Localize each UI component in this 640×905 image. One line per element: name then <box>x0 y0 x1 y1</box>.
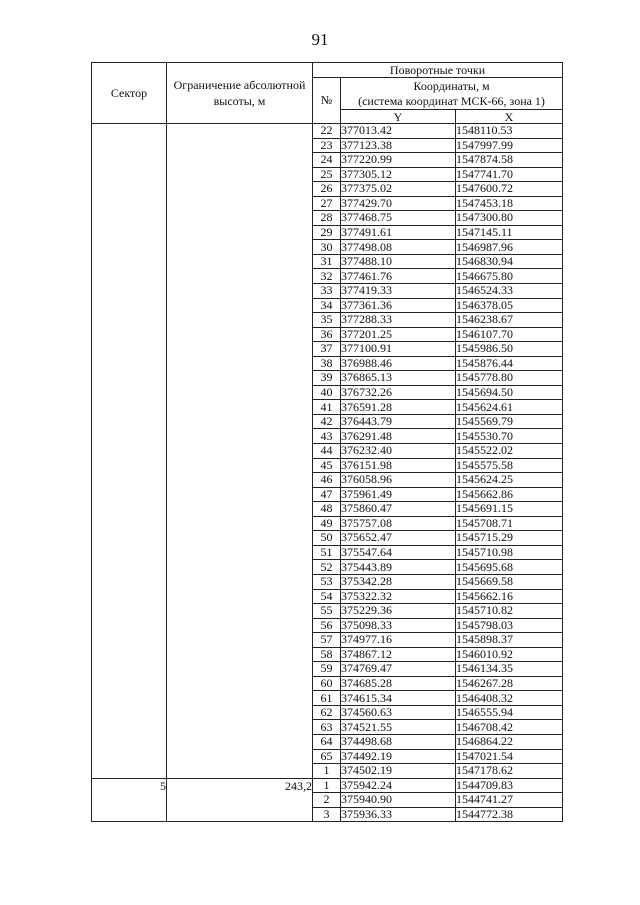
point-number-cell: 57 <box>313 633 341 648</box>
x-coordinate-cell: 1546107.70 <box>456 327 563 342</box>
y-coordinate-cell: 377201.25 <box>341 327 456 342</box>
y-coordinate-cell: 377013.42 <box>341 124 456 139</box>
x-coordinate-cell: 1545569.79 <box>456 414 563 429</box>
y-coordinate-cell: 376443.79 <box>341 414 456 429</box>
x-coordinate-cell: 1547741.70 <box>456 167 563 182</box>
point-number-cell: 42 <box>313 414 341 429</box>
x-coordinate-cell: 1545691.15 <box>456 502 563 517</box>
sector-cell <box>92 124 167 779</box>
y-coordinate-cell: 377100.91 <box>341 342 456 357</box>
altitude-limit-cell <box>167 124 313 779</box>
coordinates-table <box>91 62 563 822</box>
point-number-cell: 63 <box>313 720 341 735</box>
x-coordinate-cell: 1546675.80 <box>456 269 563 284</box>
x-coordinate-cell: 1547453.18 <box>456 196 563 211</box>
x-coordinate-cell: 1546864.22 <box>456 734 563 749</box>
point-number-cell: 24 <box>313 153 341 168</box>
y-coordinate-cell: 375098.33 <box>341 618 456 633</box>
x-coordinate-cell: 1544709.83 <box>456 778 563 793</box>
y-coordinate-cell: 376732.26 <box>341 385 456 400</box>
y-coordinate-cell: 376058.96 <box>341 473 456 488</box>
header-x: X <box>456 110 563 124</box>
x-coordinate-cell: 1545778.80 <box>456 371 563 386</box>
x-coordinate-cell: 1547178.62 <box>456 764 563 779</box>
point-number-cell: 40 <box>313 385 341 400</box>
point-number-cell: 35 <box>313 313 341 328</box>
x-coordinate-cell: 1548110.53 <box>456 124 563 139</box>
point-number-cell: 26 <box>313 182 341 197</box>
point-number-cell: 54 <box>313 589 341 604</box>
y-coordinate-cell: 374502.19 <box>341 764 456 779</box>
altitude-limit-cell: 243,2 <box>167 778 313 822</box>
x-coordinate-cell: 1547600.72 <box>456 182 563 197</box>
y-coordinate-cell: 377305.12 <box>341 167 456 182</box>
x-coordinate-cell: 1545708.71 <box>456 516 563 531</box>
point-number-cell: 55 <box>313 604 341 619</box>
y-coordinate-cell: 376232.40 <box>341 444 456 459</box>
y-coordinate-cell: 376151.98 <box>341 458 456 473</box>
y-coordinate-cell: 374977.16 <box>341 633 456 648</box>
header-coordinates-label: Координаты, м <box>413 78 490 93</box>
point-number-cell: 44 <box>313 444 341 459</box>
y-coordinate-cell: 376291.48 <box>341 429 456 444</box>
point-number-cell: 46 <box>313 473 341 488</box>
x-coordinate-cell: 1545624.61 <box>456 400 563 415</box>
point-number-cell: 22 <box>313 124 341 139</box>
header-y: Y <box>341 110 456 124</box>
x-coordinate-cell: 1545715.29 <box>456 531 563 546</box>
x-coordinate-cell: 1545624.25 <box>456 473 563 488</box>
y-coordinate-cell: 375860.47 <box>341 502 456 517</box>
point-number-cell: 28 <box>313 211 341 226</box>
y-coordinate-cell: 374521.55 <box>341 720 456 735</box>
x-coordinate-cell: 1546408.32 <box>456 691 563 706</box>
x-coordinate-cell: 1545695.68 <box>456 560 563 575</box>
point-number-cell: 45 <box>313 458 341 473</box>
x-coordinate-cell: 1545710.82 <box>456 604 563 619</box>
header-number: № <box>313 78 341 124</box>
x-coordinate-cell: 1546524.33 <box>456 284 563 299</box>
x-coordinate-cell: 1545662.86 <box>456 487 563 502</box>
sector-cell: 5 <box>92 778 167 822</box>
point-number-cell: 43 <box>313 429 341 444</box>
point-number-cell: 1 <box>313 778 341 793</box>
x-coordinate-cell: 1547145.11 <box>456 225 563 240</box>
x-coordinate-cell: 1546267.28 <box>456 676 563 691</box>
x-coordinate-cell: 1545986.50 <box>456 342 563 357</box>
point-number-cell: 47 <box>313 487 341 502</box>
point-number-cell: 61 <box>313 691 341 706</box>
x-coordinate-cell: 1546134.35 <box>456 662 563 677</box>
y-coordinate-cell: 374560.63 <box>341 705 456 720</box>
x-coordinate-cell: 1545522.02 <box>456 444 563 459</box>
y-coordinate-cell: 374769.47 <box>341 662 456 677</box>
x-coordinate-cell: 1544741.27 <box>456 793 563 808</box>
point-number-cell: 3 <box>313 807 341 822</box>
point-number-cell: 29 <box>313 225 341 240</box>
y-coordinate-cell: 376865.13 <box>341 371 456 386</box>
y-coordinate-cell: 377498.08 <box>341 240 456 255</box>
y-coordinate-cell: 377419.33 <box>341 284 456 299</box>
y-coordinate-cell: 375757.08 <box>341 516 456 531</box>
y-coordinate-cell: 375652.47 <box>341 531 456 546</box>
x-coordinate-cell: 1546987.96 <box>456 240 563 255</box>
y-coordinate-cell: 376591.28 <box>341 400 456 415</box>
point-number-cell: 52 <box>313 560 341 575</box>
point-number-cell: 2 <box>313 793 341 808</box>
point-number-cell: 25 <box>313 167 341 182</box>
header-turning-points: Поворотные точки <box>313 63 563 78</box>
point-number-cell: 49 <box>313 516 341 531</box>
x-coordinate-cell: 1545575.58 <box>456 458 563 473</box>
point-number-cell: 39 <box>313 371 341 386</box>
y-coordinate-cell: 375940.90 <box>341 793 456 808</box>
y-coordinate-cell: 377461.76 <box>341 269 456 284</box>
point-number-cell: 51 <box>313 545 341 560</box>
y-coordinate-cell: 377429.70 <box>341 196 456 211</box>
x-coordinate-cell: 1544772.38 <box>456 807 563 822</box>
x-coordinate-cell: 1547300.80 <box>456 211 563 226</box>
y-coordinate-cell: 377488.10 <box>341 254 456 269</box>
y-coordinate-cell: 374498.68 <box>341 734 456 749</box>
x-coordinate-cell: 1547874.58 <box>456 153 563 168</box>
y-coordinate-cell: 374685.28 <box>341 676 456 691</box>
y-coordinate-cell: 377220.99 <box>341 153 456 168</box>
y-coordinate-cell: 377361.36 <box>341 298 456 313</box>
table-body <box>92 124 563 822</box>
x-coordinate-cell: 1545798.03 <box>456 618 563 633</box>
header-sector: Сектор <box>92 63 167 124</box>
header-coordinate-system: (система координат МСК-66, зона 1) <box>358 93 545 108</box>
point-number-cell: 41 <box>313 400 341 415</box>
point-number-cell: 31 <box>313 254 341 269</box>
page-number: 91 <box>311 30 329 49</box>
y-coordinate-cell: 375229.36 <box>341 604 456 619</box>
y-coordinate-cell: 375443.89 <box>341 560 456 575</box>
header-altitude-limit: Ограничение абсолютной высоты, м <box>167 63 313 124</box>
y-coordinate-cell: 377288.33 <box>341 313 456 328</box>
point-number-cell: 58 <box>313 647 341 662</box>
header-coordinates <box>341 78 563 110</box>
point-number-cell: 60 <box>313 676 341 691</box>
x-coordinate-cell: 1546378.05 <box>456 298 563 313</box>
x-coordinate-cell: 1545530.70 <box>456 429 563 444</box>
y-coordinate-cell: 376988.46 <box>341 356 456 371</box>
point-number-cell: 34 <box>313 298 341 313</box>
x-coordinate-cell: 1546010.92 <box>456 647 563 662</box>
point-number-cell: 30 <box>313 240 341 255</box>
table-row <box>92 124 563 139</box>
y-coordinate-cell: 374492.19 <box>341 749 456 764</box>
point-number-cell: 32 <box>313 269 341 284</box>
y-coordinate-cell: 375936.33 <box>341 807 456 822</box>
x-coordinate-cell: 1546555.94 <box>456 705 563 720</box>
x-coordinate-cell: 1546830.94 <box>456 254 563 269</box>
point-number-cell: 64 <box>313 734 341 749</box>
point-number-cell: 23 <box>313 138 341 153</box>
x-coordinate-cell: 1545694.50 <box>456 385 563 400</box>
x-coordinate-cell: 1545876.44 <box>456 356 563 371</box>
point-number-cell: 56 <box>313 618 341 633</box>
table-row <box>92 778 563 793</box>
x-coordinate-cell: 1545710.98 <box>456 545 563 560</box>
point-number-cell: 62 <box>313 705 341 720</box>
point-number-cell: 48 <box>313 502 341 517</box>
x-coordinate-cell: 1547021.54 <box>456 749 563 764</box>
y-coordinate-cell: 374867.12 <box>341 647 456 662</box>
x-coordinate-cell: 1545662.16 <box>456 589 563 604</box>
x-coordinate-cell: 1546708.42 <box>456 720 563 735</box>
point-number-cell: 37 <box>313 342 341 357</box>
x-coordinate-cell: 1546238.67 <box>456 313 563 328</box>
point-number-cell: 27 <box>313 196 341 211</box>
point-number-cell: 50 <box>313 531 341 546</box>
point-number-cell: 53 <box>313 574 341 589</box>
y-coordinate-cell: 377468.75 <box>341 211 456 226</box>
y-coordinate-cell: 375322.32 <box>341 589 456 604</box>
y-coordinate-cell: 377375.02 <box>341 182 456 197</box>
point-number-cell: 1 <box>313 764 341 779</box>
y-coordinate-cell: 375942.24 <box>341 778 456 793</box>
point-number-cell: 38 <box>313 356 341 371</box>
y-coordinate-cell: 375961.49 <box>341 487 456 502</box>
y-coordinate-cell: 374615.34 <box>341 691 456 706</box>
x-coordinate-cell: 1547997.99 <box>456 138 563 153</box>
y-coordinate-cell: 377123.38 <box>341 138 456 153</box>
point-number-cell: 65 <box>313 749 341 764</box>
point-number-cell: 36 <box>313 327 341 342</box>
y-coordinate-cell: 375547.64 <box>341 545 456 560</box>
y-coordinate-cell: 377491.61 <box>341 225 456 240</box>
x-coordinate-cell: 1545898.37 <box>456 633 563 648</box>
x-coordinate-cell: 1545669.58 <box>456 574 563 589</box>
point-number-cell: 59 <box>313 662 341 677</box>
y-coordinate-cell: 375342.28 <box>341 574 456 589</box>
point-number-cell: 33 <box>313 284 341 299</box>
